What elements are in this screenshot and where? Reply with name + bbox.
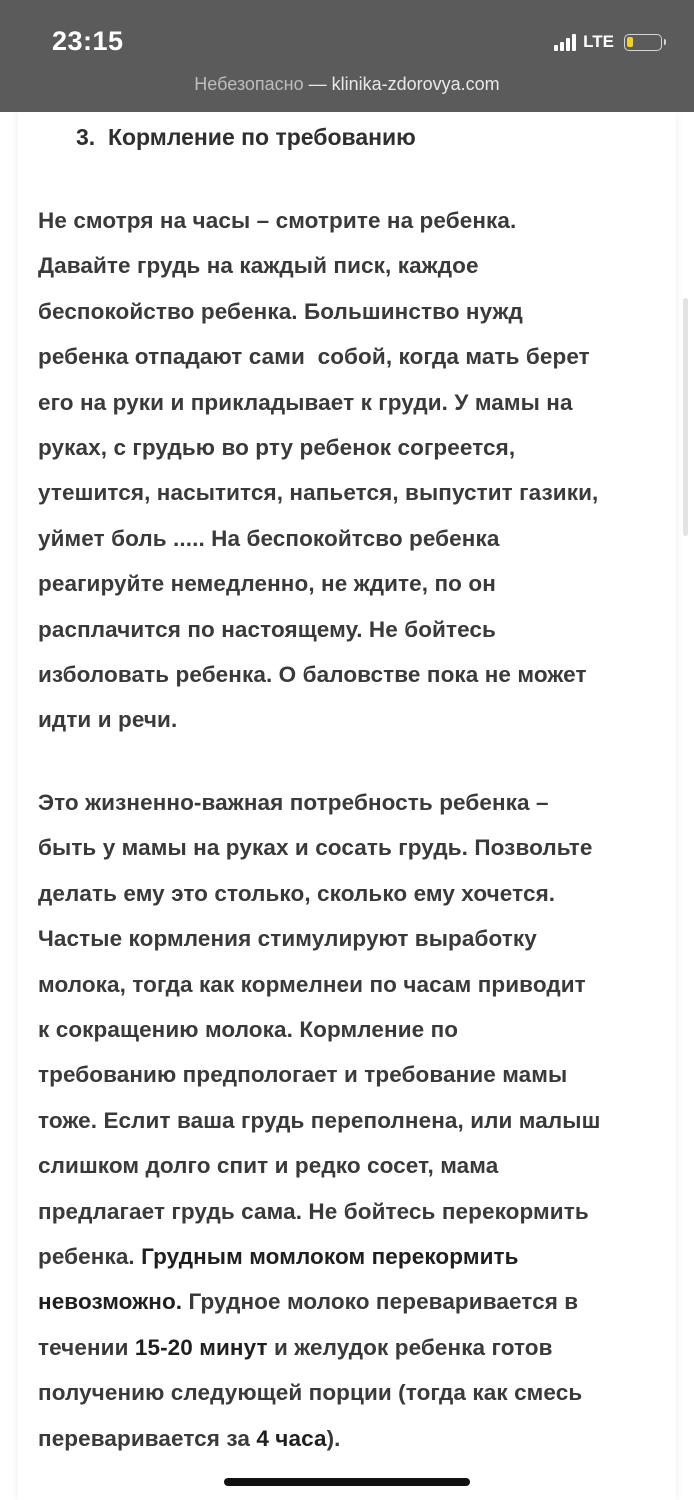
line-text: Грудное молоко переваривается в [182, 1289, 579, 1315]
paragraph-1 [38, 198, 650, 743]
paragraph-1-line: беспокойство ребенка. Большинство нужд [38, 298, 523, 324]
paragraph-1-line: его на руки и прикладывает к груди. У мамы на [38, 389, 573, 415]
paragraph-2 [38, 780, 650, 1461]
line-text: переваривается за [38, 1425, 257, 1451]
paragraph-2-line: быть у мамы на руках и сосать грудь. Позвольте [38, 835, 593, 861]
paragraph-1-line: расплачится по настоящему. Не бойтесь [38, 616, 496, 642]
line-text: ). [326, 1425, 341, 1451]
list-item-heading [76, 124, 416, 151]
list-item-text: Кормление по требованию [107, 124, 416, 150]
paragraph-2-line [38, 1416, 650, 1461]
page-content[interactable] [0, 112, 694, 1500]
battery-fill [627, 37, 633, 47]
paragraph-2-line: требованию предпологает и требование мамы [38, 1062, 568, 1088]
paragraph-2-line: предлагает грудь сама. Не бойтесь перекормить [38, 1198, 589, 1224]
paragraph-2-line: Это жизненно-важная потребность ребенка – [38, 790, 549, 815]
paragraph-2-line: молока, тогда как кормелнеи по часам приводит [38, 971, 586, 997]
paragraph-2-line [38, 1325, 650, 1370]
site-domain: klinika-zdorovya.com [331, 74, 500, 94]
paragraph-1-line: реагируйте немедленно, не ждите, по он [38, 571, 496, 597]
bold-emphasis: 15-20 минут [134, 1334, 268, 1360]
bold-emphasis: невозможно. [38, 1289, 183, 1315]
paragraph-2-line: получению следующей порции (тогда как смесь [38, 1380, 583, 1406]
list-item-number: 3. [76, 124, 96, 150]
line-text: течении [38, 1334, 135, 1360]
line-text: ребенка. [38, 1244, 142, 1270]
status-indicators [554, 32, 662, 52]
home-indicator[interactable] [224, 1478, 470, 1486]
bold-emphasis: Грудным момлоком перекормить [141, 1244, 519, 1270]
paragraph-1-line: идти и речи. [38, 707, 178, 733]
address-bar[interactable] [0, 74, 694, 95]
paragraph-2-line: делать ему это столько, сколько ему хочется. [38, 880, 556, 906]
line-text: и желудок ребенка готов [267, 1334, 553, 1360]
address-separator: — [303, 74, 332, 94]
paragraph-2-line: к сокращению молока. Кормление по [38, 1017, 459, 1043]
paragraph-1-line: Давайте грудь на каждый писк, каждое [38, 253, 479, 279]
paragraph-1-line: руках, с грудью во рту ребенок согреется, [38, 435, 516, 461]
top-bar [0, 0, 694, 112]
paragraph-1-line: уймет боль ..... На беспокойтсво ребенка [38, 525, 500, 551]
bold-emphasis: 4 часа [256, 1425, 327, 1451]
network-label: LTE [583, 32, 614, 51]
scrollbar-thumb[interactable] [683, 298, 688, 536]
signal-icon [554, 34, 576, 51]
paragraph-1-line: ребенка отпадают сами собой, когда мать берет [38, 344, 590, 370]
status-time: 23:15 [52, 26, 124, 56]
security-warning: Небезопасно [194, 74, 304, 94]
paragraph-2-line [38, 1234, 650, 1279]
paragraph-1-line: Не смотря на часы – смотрите на ребенка. [38, 208, 517, 233]
paragraph-2-line: Частые кормления стимулируют выработку [38, 926, 537, 952]
paragraph-2-line: тоже. Еслит ваша грудь переполнена, или малыш [38, 1107, 601, 1133]
paragraph-2-line: слишком долго спит и редко сосет, мама [38, 1153, 499, 1179]
paragraph-2-line [38, 1279, 650, 1324]
battery-icon [624, 34, 662, 51]
paragraph-1-line: утешится, насытится, напьется, выпустит газики, [38, 480, 599, 506]
paragraph-1-line: изболовать ребенка. О баловстве пока не может [38, 662, 587, 688]
